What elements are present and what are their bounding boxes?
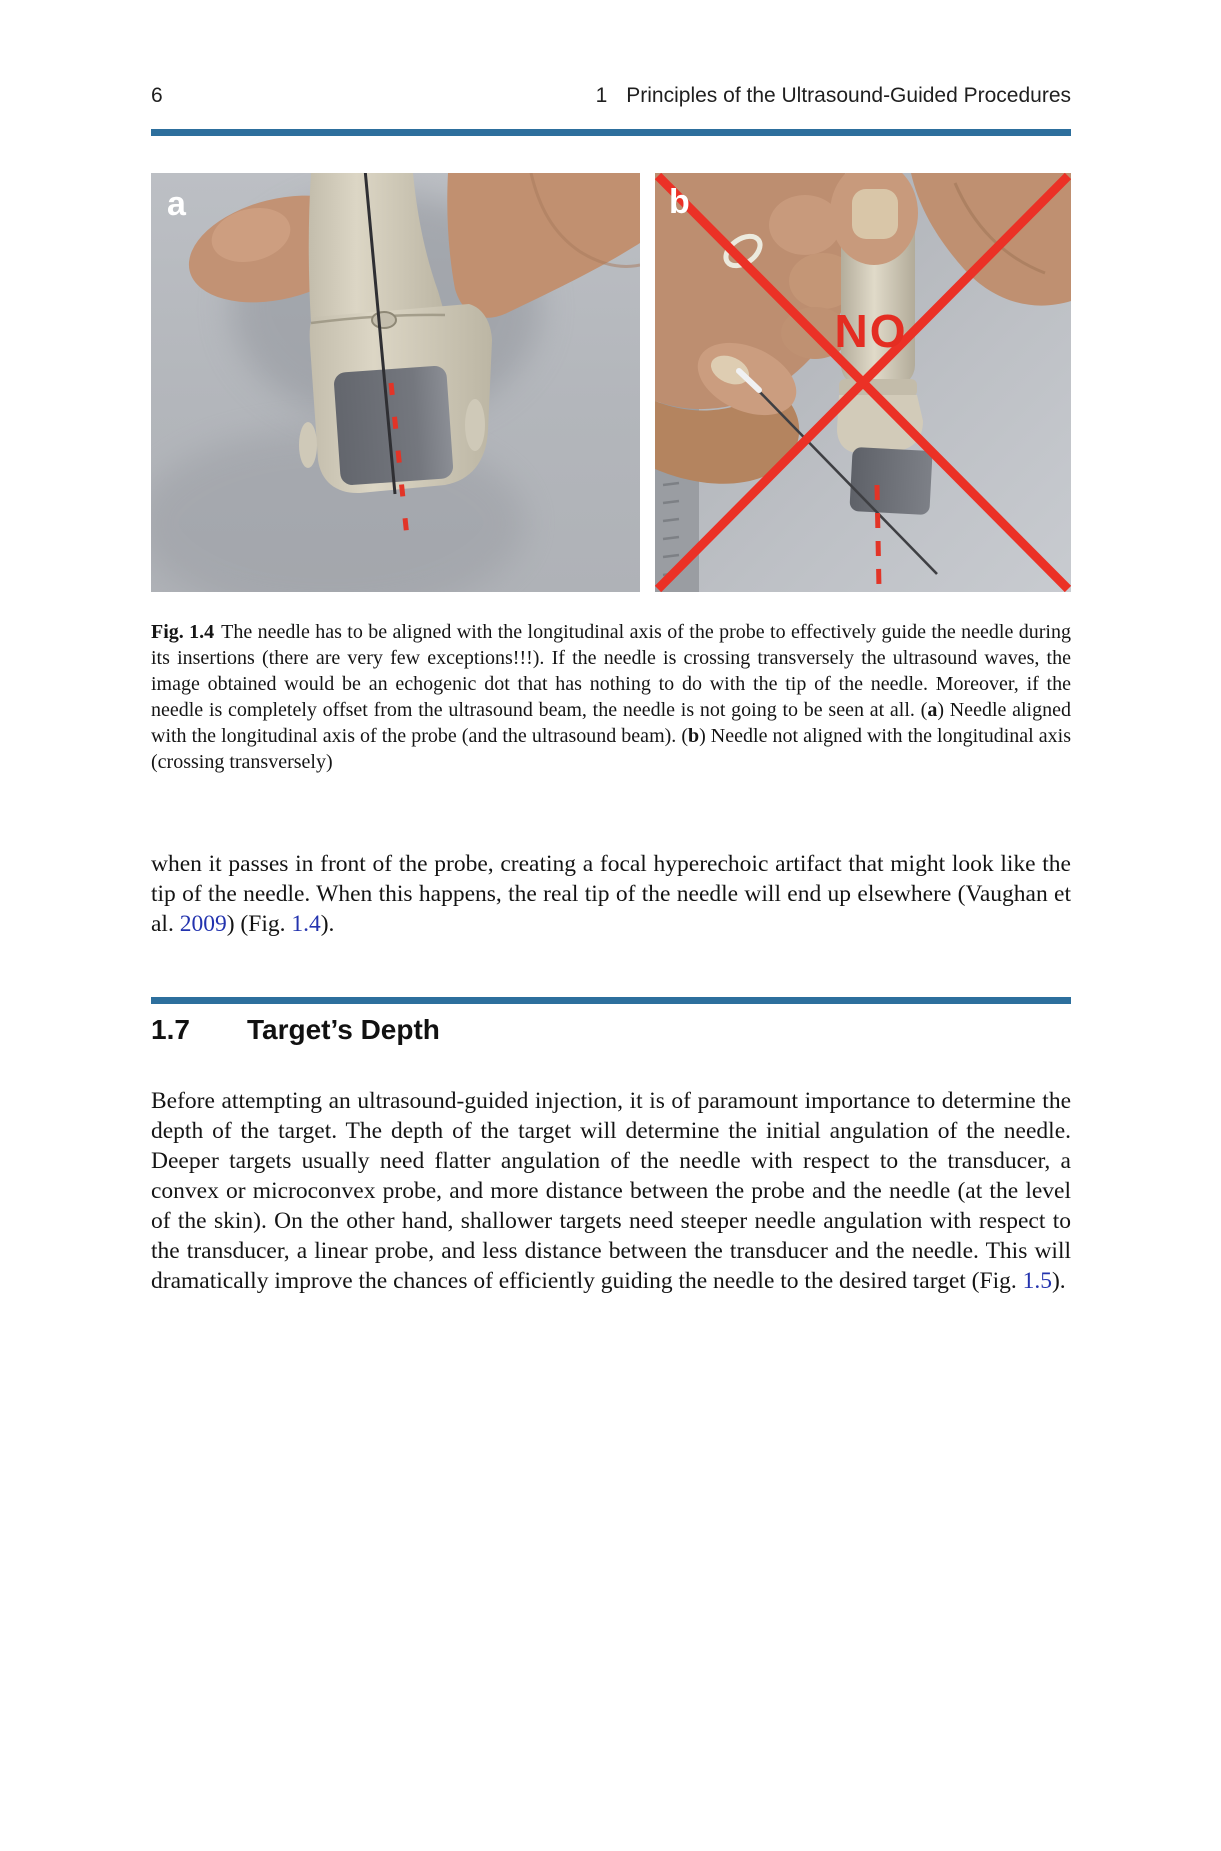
- body-paragraph: [151, 849, 1071, 939]
- page-number: 6: [151, 84, 163, 107]
- figure-caption-text: ) Needle aligned with the longitudinal axis of the probe (and the ultrasound beam). (: [151, 699, 1071, 747]
- figure-ref-link-1-5[interactable]: 1.5: [1022, 1268, 1052, 1294]
- paragraph-text: ).: [320, 911, 335, 937]
- panel-a-label: a: [167, 185, 186, 223]
- figure-caption: [151, 619, 1071, 775]
- no-annotation: NO: [834, 305, 908, 357]
- figure-caption-bold-a: a: [927, 699, 938, 721]
- paragraph-text: ).: [1051, 1268, 1066, 1294]
- running-head: [151, 84, 1071, 108]
- panel-b-label: b: [669, 183, 690, 221]
- chapter-title: Principles of the Ultrasound-Guided Procedures: [626, 84, 1071, 107]
- figure-caption-text: The needle has to be aligned with the longitudinal axis of the probe to effectively guide the needle during its insertions (there are very few exceptions!!!). If the needle is crossing transversely the ultrasound waves, the image obtained would be an echogenic dot that has nothing to do with the tip of the needle. Moreover, if the needle is completely offset from the ultrasound beam, the needle is not going to be seen at all. (: [151, 621, 1071, 721]
- header-rule: [151, 129, 1071, 136]
- figure-caption-bold-b: b: [687, 725, 700, 747]
- paragraph-text: ) (Fig.: [226, 911, 292, 937]
- figure-ref-link-1-4[interactable]: 1.4: [291, 911, 321, 937]
- chapter-number: 1: [595, 84, 608, 107]
- chapter-running-title: [596, 84, 1071, 108]
- paragraph-text: Before attempting an ultrasound-guided injection, it is of paramount importance to determine the depth of the target. The depth of the target will determine the initial angulation of the needle. Deeper targets usually need flatter angulation of the needle with respect to the transducer, a convex or microconvex probe, and more distance between the probe and the needle (at the level of the skin). On the other hand, shallower targets need steeper needle angulation with respect to the transducer, a linear probe, and less distance between the transducer and the needle. This will dramatically improve the chances of efficiently guiding the needle to the desired target (Fig.: [151, 1088, 1071, 1294]
- figure-panel-a-photo: [151, 173, 640, 592]
- section-heading: [151, 1014, 1071, 1046]
- citation-link-vaughan-2009[interactable]: 2009: [179, 911, 227, 937]
- section-number: 1.7: [151, 1014, 190, 1045]
- transducer-face: [849, 447, 932, 515]
- section-title: Target’s Depth: [247, 1014, 440, 1045]
- figure-caption-label: Fig. 1.4: [151, 621, 215, 643]
- thumb-nail: [852, 189, 898, 239]
- body-paragraph: [151, 1086, 1071, 1296]
- paragraph-text: when it passes in front of the probe, creating a focal hyperechoic artifact that might look like the tip of the needle. When this happens, the real tip of the needle will end up elsewhere (Vaughan et al.: [151, 851, 1071, 937]
- section-rule: [151, 997, 1071, 1004]
- figure-panel-b-photo: [655, 173, 1071, 592]
- figure-1-4-panels: [151, 173, 1071, 592]
- figure-caption-text: ) Needle not aligned with the longitudinal axis (crossing transversely): [151, 725, 1071, 773]
